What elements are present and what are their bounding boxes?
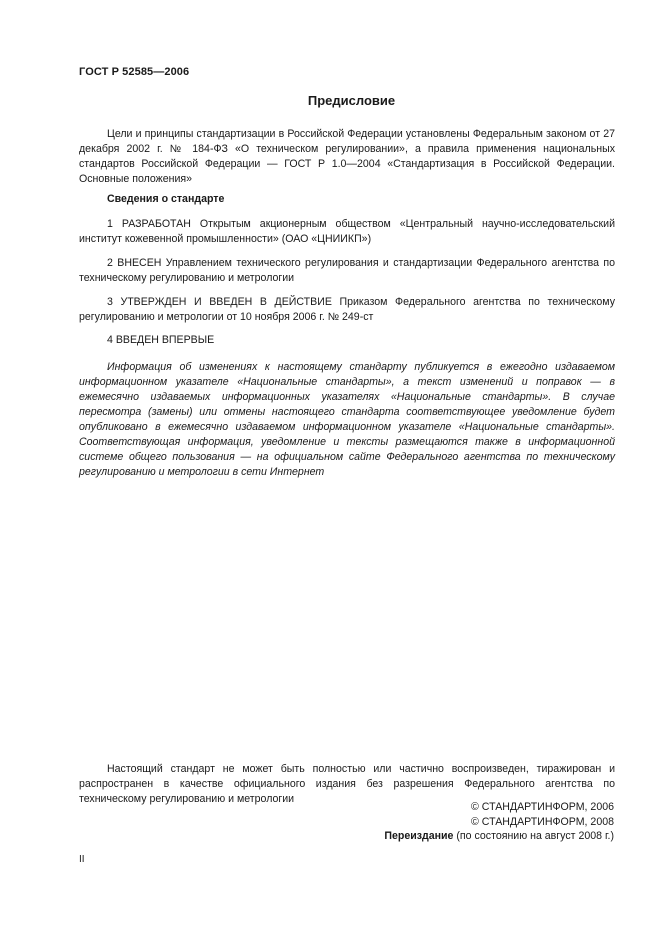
item-introduced: 2 ВНЕСЕН Управлением технического регулирования и стандартизации Федерального агентства по техническому регулированию и метрологии <box>79 257 615 284</box>
info-note: Информация об изменениях к настоящему стандарту публикуется в ежегодно издаваемом информационном указателе «Национальные стандарты», а текст изменений и поправок — в ежемесячно издаваемых информационных указателях «Национальные стандарты». В случае пересмотра (замены) или отмены настоящего стандарта соответствующее уведомление будет опубликовано в ежемесячно издаваемом информационном указателе «Национальные стандарты». Соответствующая информация, уведомление и тексты размещаются также в информационной системе общего пользования — на официальном сайте Федерального агентства по техническому регулированию и метрологии в сети Интернет <box>79 361 615 478</box>
item-developed: 1 РАЗРАБОТАН Открытым акционерным обществом «Центральный научно-исследовательский институт кожевенной промышленности» (ОАО «ЦНИИКП») <box>79 218 615 245</box>
intro-paragraph: Цели и принципы стандартизации в Российской Федерации установлены Федеральным законом от 27 декабря 2002 г. № 184-ФЗ «О техническом регулировании», а правила применения национальных стандартов Российской Федерации — ГОСТ Р 1.0—2004 «Стандартизация в Российской Федерации. Основные положения» <box>79 128 615 185</box>
page-number: II <box>79 854 85 865</box>
page-title: Предисловие <box>307 93 396 108</box>
copyright-2008: © СТАНДАРТИНФОРМ, 2008 <box>471 816 614 828</box>
reissue-line <box>384 829 614 844</box>
restriction-notice: Настоящий стандарт не может быть полностью или частично воспроизведен, тиражирован и распространен в качестве официального издания без разрешения Федерального агентства по техническому регулированию и метрологии <box>79 763 615 805</box>
copyright-2006: © СТАНДАРТИНФОРМ, 2006 <box>471 801 614 813</box>
item-first-introduced: 4 ВВЕДЕН ВПЕРВЫЕ <box>107 334 215 346</box>
item-approved: 3 УТВЕРЖДЕН И ВВЕДЕН В ДЕЙСТВИЕ Приказом Федерального агентства по техническому регулированию и метрологии от 10 ноября 2006 г. № 249-ст <box>79 296 615 323</box>
document-code: ГОСТ Р 52585—2006 <box>79 66 190 78</box>
section-heading: Сведения о стандарте <box>107 193 225 205</box>
reissue-label: Переиздание <box>384 830 454 842</box>
reissue-note: (по состоянию на август 2008 г.) <box>453 830 614 842</box>
